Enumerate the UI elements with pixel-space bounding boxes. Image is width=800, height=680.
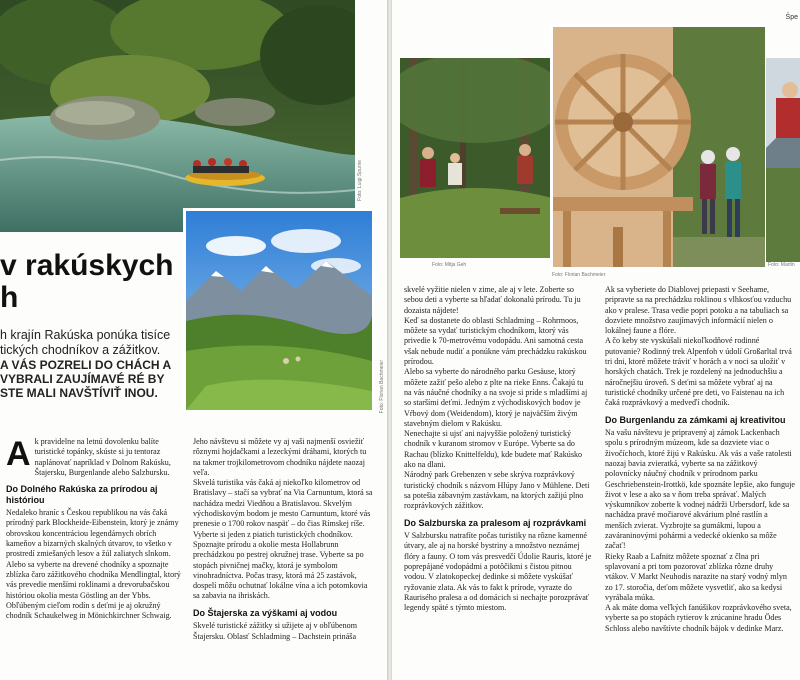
- alpine-meadow-photo: [183, 208, 375, 413]
- paragraph: Jeho návštevu si môžete vy aj vaši najmenší osviežiť rôznymi hojdačkami a lezeckými dráhami, ktorých tu na takmer trojkilometrovom chodníku nájdete naozaj veľa.: [193, 437, 367, 477]
- rafting-river-photo: [0, 0, 355, 232]
- paragraph: V Salzbursku natrafíte počas turistiky na rôzne kamenné útvary, ale aj na horské bystriny a množstvo neznámej flóry a fauny. O tom vás presvedčí Údolie Rauris, ktoré je poprepájané vodopádmi a potôčikmi s čistou pitnou vodou. V zlatokopeckej dedinke si môžete vyskúšať ryžovanie zlata. Ak vás to fakt k prírode, vyrazte do Raurisého pralesa a od domácich si nechajte porozprávať legendy späté s týmto miestom.: [404, 531, 592, 613]
- paragraph: Ak sa vyberiete do Diablovej priepasti v Seehame, pripravte sa na prechádzku roklinou s vlhkosťou vzduchu ako v pralese. Trasa vedie popri potoku a na tabuliach sa dozviete množstvo zaujímavých informácií nielen o lokálnej faune a flóre.: [605, 285, 792, 336]
- paragraph: Skvelá turistika vás čaká aj niekoľko kilometrov od Bratislavy – stačí sa vybrať na Via Carnuntum, ktorá sa nachádza medzi Viedňou a Bratislavou. Skvelým východiskovým bodom je mesto Carnuntum, ktoré vás prenesie o 1700 rokov naspäť – do čias Rímskej ríše. Vyberte si jeden z piatich turistických chodníkov.: [193, 478, 373, 539]
- article-title-line2: h: [0, 281, 19, 314]
- text-column-3: [404, 285, 592, 613]
- wooden-waterwheel-photo: [550, 24, 768, 270]
- section-heading: Do Dolného Rakúska za prírodou aj históriou: [6, 484, 158, 505]
- boy-hiking-photo: [766, 58, 800, 262]
- paragraph: Obľúbeným cieľom rodín s deťmi je aj okružný chodník Schaukelweg in Mönichkirchner Schwaig.: [6, 600, 172, 621]
- paragraph: Ak pravidelne na letnú dovolenku balíte turistické topánky, skúste si ju tentoraz naplánovať napríklad v Dolnom Rakúsku, Štajersku, Burgenlande alebo Salzbursku.: [6, 435, 171, 477]
- paragraph: A čo keby ste vyskúšali niekoľkodňové rodinné putovanie? Rodinný trek Alpenfoh v údolí Großarltal trvá tri dni, ktoré môžete tráviť v horách a v noci sa uložiť v horských chatách. Trek je rozdelený na jednoduchšiu a náročnejšiu úroveň. S deťmi sa môžete vybrať aj na turistické chodníky určené pre deti, vo Faistenau na ich čaká rozprávkový a medveďí chodník.: [605, 336, 792, 408]
- text-column-2: [193, 437, 373, 642]
- paragraph: Nedaleko hraníc s Českou republikou na vás čaká prírodný park Blockheide-Eibenstein, ktorý je známy obrovskou koncentráciou legendárnych obrích kameňov a bizarných skalných útvarov, to všetko v prostredí zmiešaných lesov a žúl zaliatych slnkom.: [6, 508, 179, 559]
- article-title: [0, 250, 173, 314]
- photo-credit-rafting: Foto: Luigi Spurne: [357, 160, 363, 201]
- paragraph: Keď sa dostanete do oblasti Schladming – Rohrmoos, môžete sa vydať turistickým chodníkom, ktorý vás privedie k 70-metrovému vodopádu. Ani samotná cesta však nebude nudiť a ponúkne vám prechádzku rakúskou prírodou.: [404, 315, 587, 367]
- article-intro-bold: A VÁS POZRELI DO CHÁCH A VYBRALI ZAUJÍMAVÉ RÉ BY STE MALI NAVŠTÍVIŤ INOU.: [0, 358, 171, 400]
- text-column-1: [6, 437, 182, 621]
- paragraph: Alebo sa vyberte na drevené chodníky a spoznajte zblízka čaro zážitkového chodníka Mendlingtal, ktorý vás prevedie menšími roklinami a drevorubačskou históriou okolia mesta Göstling an der Ybbs.: [6, 559, 181, 600]
- photo-credit-family: Foto: Mitja Geh: [432, 262, 467, 268]
- drop-cap: A: [6, 435, 31, 473]
- paragraph: Na vašu návštevu je pripravený aj zámok Lackenbach spolu s prírodným múzeom, kde sa dozviete viac o živočíchoch, ktoré žijú v Rakúsku. Ak vás a vaše ratolesti naozaj bavia zvieratká, vyberte sa na zážitkový polovnícky náučný chodník v prírodnom parku Geschriebenstein-Irottkö, kde spoznáte lepšie, ako funguje život v lese a ako sa v ňom treba správať. Malých výskumníkov zoberte k vodnej nádrži Urbersdorf, kde sa nachádza pravé močiarové akvárium plné rastlín a menších zvierat. Vyzbrojte sa gumákmi, lupou a zaváraninovými pohármi a vedecké okienko sa môže začať!: [605, 428, 795, 551]
- paragraph: skvelé vyžitie nielen v zime, ale aj v lete. Zoberte so sebou deti a vyberte sa hľadať dokonalú prírodu. Tu ju dozaista nájdete!: [404, 285, 581, 315]
- paragraph: Rieky Raab a Lafnitz môžete spoznať z člna pri splavovaní a pri tom pozorovať zblízka rôzne druhy vtákov. V Markt Neuhodis narazite na starý vodný mlyn zo 17. storočia, deťom môžete vysvetliť, ako sa kedysi vyrábala múka.: [605, 551, 787, 602]
- left-page: [0, 0, 387, 680]
- right-page: [392, 0, 800, 680]
- photo-credit-meadow: Foto: Florian Bachmeier: [379, 360, 385, 414]
- paragraph: Nenechajte si ujsť ani najvyššie položený turistický chodník v kuranom stromov v Európe. Vyberte sa do Rachau (blízko Knittelfeldu), kde budete mať Rakúsko ako na dlani.: [404, 429, 583, 470]
- article-intro: h krajín Rakúska ponúka tisíce tických chodníkov a zážitkov.: [0, 328, 171, 357]
- photo-credit-boy: Foto: Martin: [768, 262, 795, 268]
- article-title-line1: v rakúskych: [0, 249, 174, 282]
- paragraph: A ak máte doma veľkých fanúšikov rozprávkového sveta, vyberte sa po stopách rytierov k zrúcanine hradu Ödes Schloss alebo navštívte chodník bájok v dedinke Marz.: [605, 603, 792, 633]
- paragraph: Alebo sa vyberte do národného parku Gesäuse, ktorý môžete zažiť pešo alebo z plte na rieke Enns. Čakajú tu na vás náučné chodníky a na svoje si príde s mladšími aj so staršími deťmi. Jedným z východiskových bodov je Vŕbový dom (Weidendom), ktorý je najväčším živým stavebným dielom v Rakúsku.: [404, 367, 588, 428]
- family-forest-photo: [400, 58, 552, 258]
- section-heading: Do Štajerska za výškami aj vodou: [193, 607, 338, 618]
- photo-credit-wheel: Foto: Florian Bachmeier: [552, 272, 606, 278]
- paragraph: Spoznajte prírodu a okolie mesta Hollabrunn prechádzkou po pestrej okružnej trase. Vyberte sa po stopách pivničnej mačky, ktorá je symbolom vinohradníctva. Počas trasy, ktorá má 25 zastávok, dospelí môžu ochutnať lokálne vína a ich potomkovia sa zabavia na ihriskách.: [193, 539, 368, 601]
- paragraph: Národný park Grebenzen v sebe skrýva rozprávkový turistický chodník s názvom Hlúpy Jano v Mühlene. Deti sa potešia zábavným zastávkam, na ktorých zažijú plno rozprávkových zážitkov.: [404, 470, 590, 511]
- section-heading: Do Burgenlandu za zámkami aj kreativitou: [605, 414, 786, 425]
- text-column-4: [605, 285, 795, 634]
- section-header: Špe: [785, 14, 798, 21]
- section-heading: Do Salzburska za pralesom aj rozprávkami: [404, 517, 587, 528]
- paragraph: Skvelé turistické zážitky si užijete aj v obľúbenom Štajersku. Oblasť Schladming – Dachstein prináša: [193, 621, 357, 641]
